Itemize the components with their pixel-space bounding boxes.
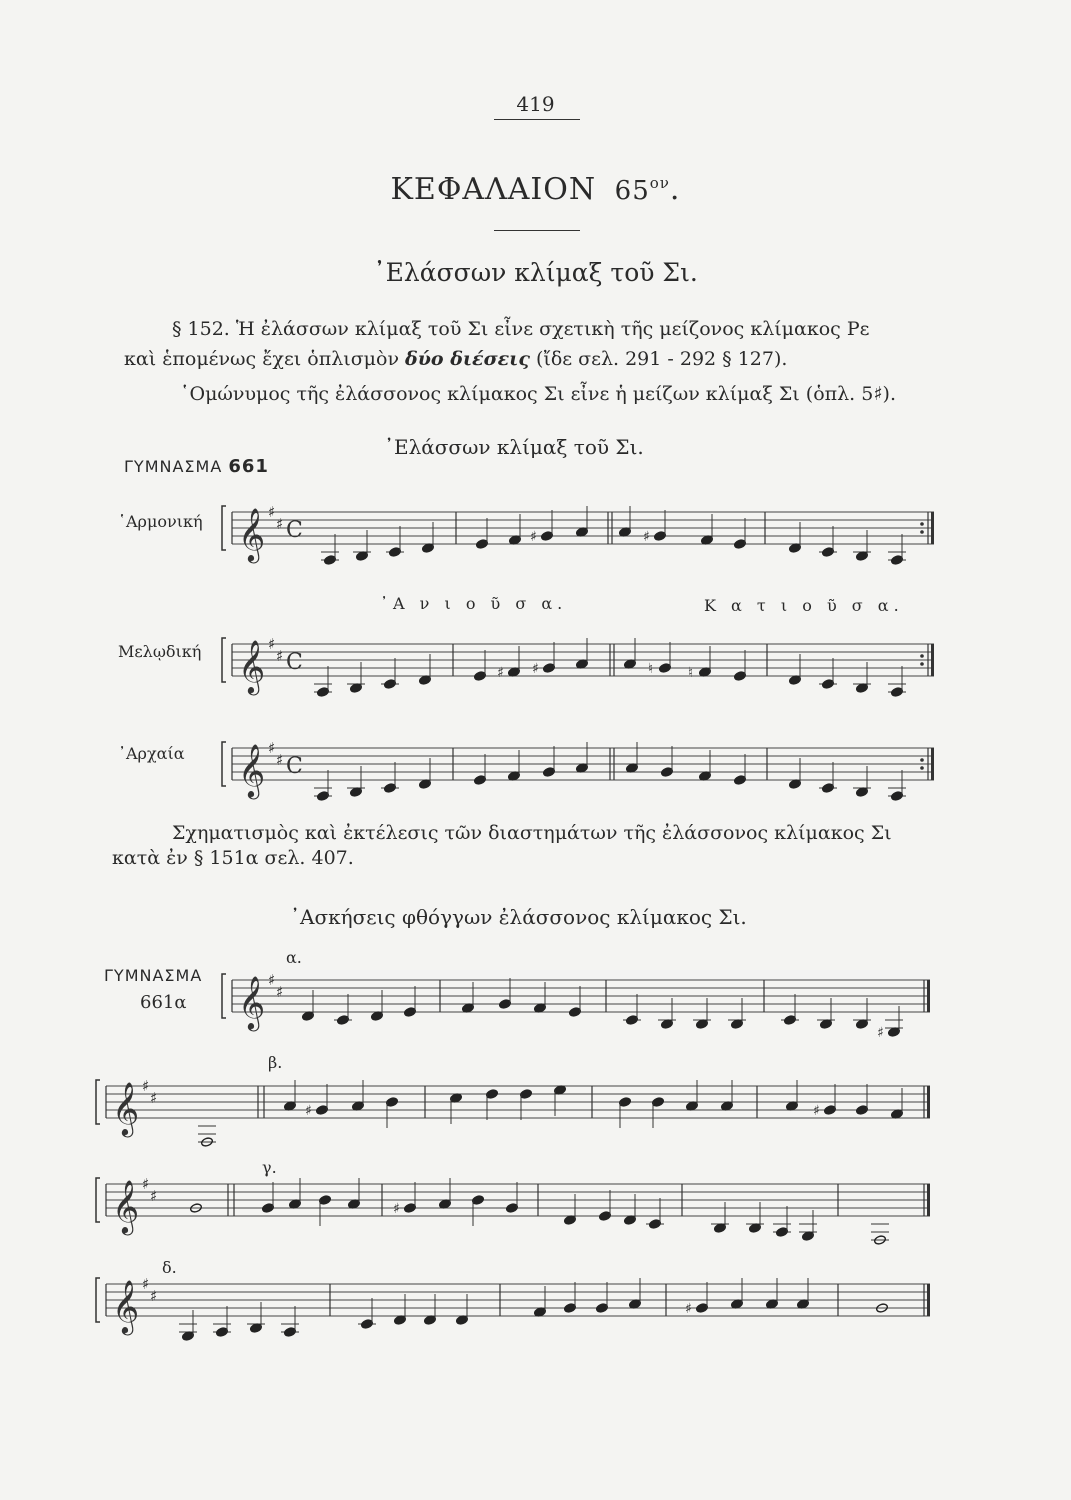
note-head	[649, 1219, 662, 1230]
natural-icon: ♮	[648, 661, 654, 677]
treble-clef-icon: 𝄞	[238, 975, 266, 1029]
row-label-harmonic: ῾Αρμονική	[118, 512, 203, 531]
sharp-icon: ♯	[276, 647, 284, 665]
final-barline	[927, 1184, 930, 1216]
note-head	[543, 663, 556, 674]
paragraph-152-line1: § 152. Ἡ ἐλάσσων κλίμαξ τοῦ Σι εἶνε σχετικὴ τῆς μείζονος κλίμακος Ρε	[172, 318, 870, 340]
natural-icon: ♮	[688, 665, 694, 681]
sharp-icon: ♯	[530, 529, 537, 545]
note-head	[734, 775, 747, 786]
note-head	[661, 767, 674, 778]
example-661-title: ᾿Ελάσσων κλίμαξ τοῦ Σι.	[384, 435, 644, 459]
sharp-icon: ♯	[532, 661, 539, 677]
sharp-icon: ♯	[393, 1201, 400, 1217]
note-head	[386, 1097, 399, 1108]
note-head	[619, 1097, 632, 1108]
sharp-icon: ♯	[685, 1301, 692, 1317]
sharp-icon: ♯	[276, 751, 284, 769]
section-label-a: α.	[286, 948, 302, 967]
paragraph-formation-line2: κατὰ ἐν § 151α σελ. 407.	[112, 847, 354, 869]
note-head	[891, 555, 904, 566]
note-head	[499, 999, 512, 1010]
treble-clef-icon: 𝄞	[112, 1179, 140, 1233]
treble-clef-icon: 𝄞	[238, 507, 266, 561]
note-head	[696, 1303, 709, 1314]
paragraph-formation-line1: Σχηματισμὸς καὶ ἐκτέλεσις τῶν διαστημάτων τῆς ἐλάσσονος κλίμακος Σι	[172, 822, 892, 844]
sharp-icon: ♯	[268, 635, 276, 653]
note-head	[659, 663, 672, 674]
note-head	[822, 679, 835, 690]
staff-bracket	[222, 638, 226, 682]
sharp-icon: ♯	[276, 983, 284, 1001]
paragraph-homonym: ῾Ομώνυμος τῆς ἐλάσσονος κλίμακος Σι εἶνε ἡ μείζων κλίμαξ Σι (ὁπλ. 5♯).	[180, 383, 896, 405]
sharp-icon: ♯	[643, 529, 650, 545]
common-time-icon: C	[286, 518, 303, 543]
section-label-c: γ.	[262, 1158, 277, 1177]
note-head	[520, 1089, 533, 1100]
sharp-icon: ♯	[150, 1187, 158, 1205]
note-head	[474, 775, 487, 786]
row-label-melodic: Μελῳδική	[118, 642, 202, 661]
treble-clef-icon: 𝄞	[238, 743, 266, 797]
example-661-label: ΓΥΜΝΑΣΜΑ 661	[124, 456, 269, 477]
note-head	[564, 1303, 577, 1314]
note-head	[389, 547, 402, 558]
treble-clef-icon: 𝄞	[112, 1081, 140, 1135]
staff-bracket	[222, 506, 226, 550]
note-head	[404, 1203, 417, 1214]
staff-bracket	[96, 1178, 100, 1222]
treble-clef-icon: 𝄞	[238, 639, 266, 693]
section-label-d: δ.	[162, 1258, 177, 1277]
chapter-heading: ΚΕΦΑΛΑΙΟΝ $65^{o\nu}$.	[390, 172, 681, 207]
sharp-icon: ♯	[276, 515, 284, 533]
sharp-icon: ♯	[150, 1089, 158, 1107]
note-head	[626, 1015, 639, 1026]
note-head	[474, 671, 487, 682]
note-head	[599, 1211, 612, 1222]
example-661a-number: 661α	[140, 992, 187, 1013]
final-barline	[927, 1284, 930, 1316]
common-time-icon: C	[286, 650, 303, 675]
sharp-icon: ♯	[142, 1077, 150, 1095]
note-head	[262, 1203, 275, 1214]
treble-clef-icon: 𝄞	[112, 1279, 140, 1333]
sharp-icon: ♯	[497, 665, 504, 681]
note-head	[734, 671, 747, 682]
note-head	[891, 687, 904, 698]
final-barline	[931, 512, 934, 544]
repeat-dot	[920, 758, 924, 762]
ascending-label: ᾿Α ν ι ο ῦ σ α.	[380, 594, 568, 613]
note-head	[404, 1007, 417, 1018]
note-head	[856, 1105, 869, 1116]
note-head	[486, 1089, 499, 1100]
note-head	[319, 1195, 332, 1206]
note-head	[541, 531, 554, 542]
repeat-dot	[920, 766, 924, 770]
note-head	[384, 783, 397, 794]
note-head	[654, 531, 667, 542]
note-head	[822, 547, 835, 558]
sharp-icon: ♯	[877, 1025, 884, 1041]
common-time-icon: C	[286, 754, 303, 779]
note-head	[506, 1203, 519, 1214]
example-661a-title: ᾿Ασκήσεις φθόγγων ἐλάσσονος κλίμακος Σι.	[290, 905, 747, 929]
note-head	[891, 791, 904, 802]
note-head	[216, 1327, 229, 1338]
sharp-icon: ♯	[142, 1175, 150, 1193]
final-barline	[931, 644, 934, 676]
note-head	[476, 539, 489, 550]
staff-bracket	[96, 1080, 100, 1124]
repeat-dot	[920, 530, 924, 534]
note-head	[824, 1105, 837, 1116]
sharp-icon: ♯	[268, 503, 276, 521]
descending-label: Κ α τ ι ο ῦ σ α.	[704, 596, 904, 615]
section-title: ᾿Ελάσσων κλίμαξ τοῦ Σι.	[373, 258, 698, 287]
repeat-dot	[920, 654, 924, 658]
sharp-icon: ♯	[268, 971, 276, 989]
note-head	[384, 679, 397, 690]
final-barline	[927, 1086, 930, 1118]
note-head	[284, 1327, 297, 1338]
note-head	[784, 1015, 797, 1026]
note-head	[472, 1195, 485, 1206]
note-head	[317, 791, 330, 802]
repeat-dot	[920, 662, 924, 666]
row-label-natural: ᾿Αρχαία	[118, 744, 185, 763]
sharp-icon: ♯	[150, 1287, 158, 1305]
note-head	[776, 1227, 789, 1238]
note-head	[316, 1105, 329, 1116]
note-head	[361, 1319, 374, 1330]
sharp-icon: ♯	[305, 1103, 312, 1119]
note-head	[734, 539, 747, 550]
note-head	[822, 783, 835, 794]
sharp-icon: ♯	[268, 739, 276, 757]
section-label-b: β.	[268, 1053, 283, 1072]
page-number: 419	[516, 92, 555, 116]
staff-bracket	[222, 974, 226, 1018]
staff-bracket	[96, 1278, 100, 1322]
note-head	[596, 1303, 609, 1314]
staff-bracket	[222, 742, 226, 786]
note-head	[543, 767, 556, 778]
example-661a-label: ΓΥΜΝΑΣΜΑ	[104, 966, 203, 985]
final-barline	[931, 748, 934, 780]
note-head	[652, 1097, 665, 1108]
note-head	[324, 555, 337, 566]
final-barline	[927, 980, 930, 1012]
repeat-dot	[920, 522, 924, 526]
note-head	[569, 1007, 582, 1018]
sharp-icon: ♯	[142, 1275, 150, 1293]
note-head	[337, 1015, 350, 1026]
note-head	[317, 687, 330, 698]
paragraph-152-line2: καὶ ἑπομένως ἔχει ὁπλισμὸν δύο διέσεις (ἴδε σελ. 291 - 292 § 127).	[124, 348, 788, 370]
sharp-icon: ♯	[813, 1103, 820, 1119]
